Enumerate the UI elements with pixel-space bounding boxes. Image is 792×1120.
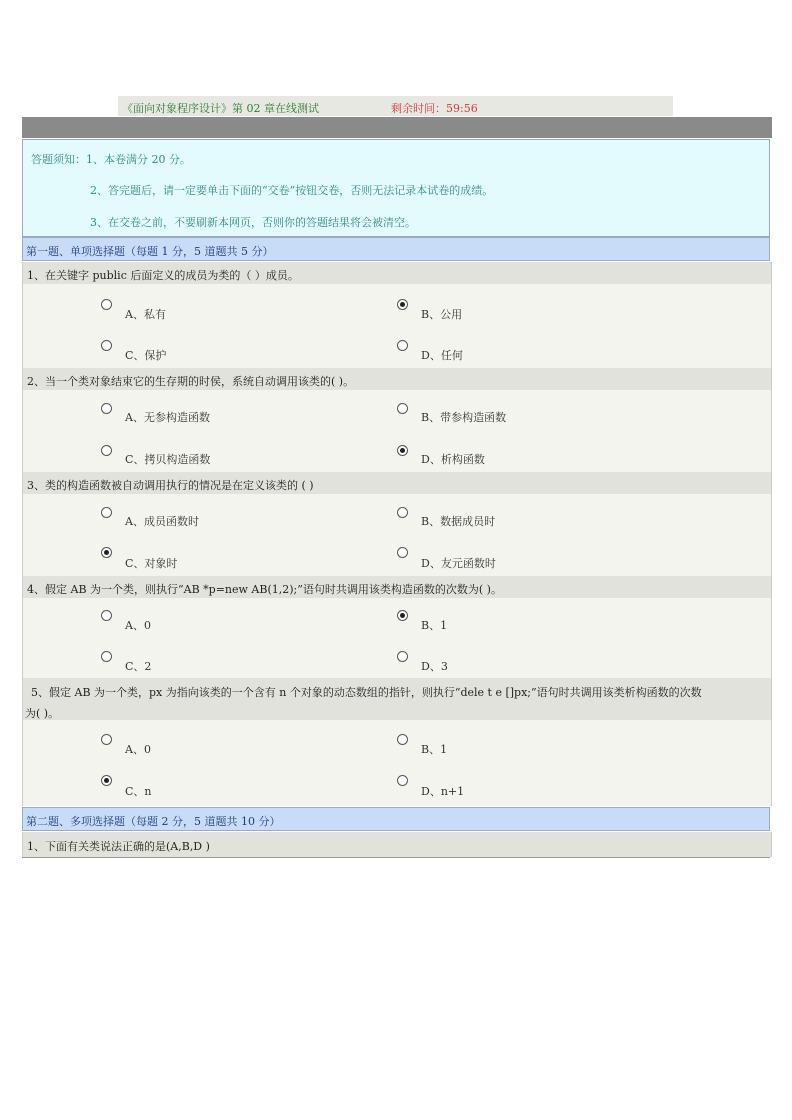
option-b-label: B、带参构造函数: [421, 411, 507, 424]
radio-d[interactable]: [397, 340, 408, 351]
radio-c[interactable]: [101, 340, 112, 351]
option-d-label: D、析构函数: [421, 453, 485, 466]
option-a-label: A、无参构造函数: [125, 411, 210, 424]
radio-d[interactable]: [397, 651, 408, 662]
radio-d[interactable]: [397, 445, 408, 456]
option-d-label: D、n+1: [421, 785, 465, 798]
multi-question-1: [22, 832, 772, 857]
question-3: [22, 472, 772, 494]
question-1-options: [22, 284, 772, 368]
question-text: 4、假定 AB 为一个类，则执行“AB *p=new AB(1,2);”语句时共调用该类构造函数的次数为( )。: [27, 583, 502, 596]
radio-a[interactable]: [101, 299, 112, 310]
option-d-label: D、友元函数时: [421, 557, 496, 570]
radio-d[interactable]: [397, 775, 408, 786]
question-2-options: [22, 390, 772, 472]
question-text: 3、类的构造函数被自动调用执行的情况是在定义该类的 ( ): [27, 479, 314, 492]
question-2: [22, 368, 772, 390]
radio-c[interactable]: [101, 775, 112, 786]
question-text-line-1: 5、假定 AB 为一个类，px 为指向该类的一个含有 n 个对象的动态数组的指针，则执行“dele t e []px;”语句时共调用该类析构函数的次数: [31, 686, 702, 699]
option-c-label: C、对象时: [125, 557, 178, 570]
option-c-label: C、n: [125, 785, 152, 798]
option-b-label: B、1: [421, 619, 448, 632]
option-d-label: D、3: [421, 660, 448, 673]
radio-d[interactable]: [397, 547, 408, 558]
notice-line-1: 答题须知：1、本卷满分 20 分。: [31, 153, 191, 166]
notice-box: [22, 139, 770, 237]
radio-c[interactable]: [101, 651, 112, 662]
question-text: 1、在关键字 public 后面定义的成员为类的（ ）成员。: [27, 269, 299, 282]
radio-a[interactable]: [101, 403, 112, 414]
option-b-label: B、1: [421, 743, 448, 756]
option-b-label: B、数据成员时: [421, 515, 496, 528]
question-4: [22, 576, 772, 598]
toolbar-bar: [22, 117, 772, 138]
notice-line-3: 3、在交卷之前，不要刷新本网页，否则你的答题结果将会被清空。: [90, 216, 416, 229]
option-b-label: B、公用: [421, 308, 463, 321]
question-text: 2、当一个类对象结束它的生存期的时侯，系统自动调用该类的( )。: [27, 375, 355, 388]
question-text-line-2: 为( )。: [25, 707, 60, 720]
option-d-label: D、任何: [421, 349, 463, 362]
option-a-label: A、私有: [125, 308, 166, 321]
timer-label: 剩余时间：59:56: [391, 102, 478, 115]
question-5: [22, 678, 772, 720]
radio-b[interactable]: [397, 299, 408, 310]
question-3-options: [22, 494, 772, 576]
bottom-border: [22, 857, 770, 858]
section-title: 第二题、多项选择题（每题 2 分，5 道题共 10 分）: [26, 815, 281, 828]
radio-a[interactable]: [101, 507, 112, 518]
section-single-choice: [22, 237, 770, 261]
option-a-label: A、0: [125, 743, 151, 756]
option-c-label: C、2: [125, 660, 152, 673]
radio-c[interactable]: [101, 445, 112, 456]
section-multiple-choice: [22, 807, 770, 831]
option-c-label: C、保护: [125, 349, 167, 362]
option-a-label: A、0: [125, 619, 151, 632]
question-4-options: [22, 598, 772, 678]
radio-a[interactable]: [101, 610, 112, 621]
question-5-options: [22, 720, 772, 806]
option-c-label: C、拷贝构造函数: [125, 453, 211, 466]
radio-b[interactable]: [397, 610, 408, 621]
question-text: 1、下面有关类说法正确的是(A,B,D ): [27, 840, 210, 853]
radio-b[interactable]: [397, 507, 408, 518]
radio-c[interactable]: [101, 547, 112, 558]
section-title: 第一题、单项选择题（每题 1 分，5 道题共 5 分）: [26, 245, 274, 258]
radio-b[interactable]: [397, 403, 408, 414]
title-bar: [118, 96, 673, 116]
option-a-label: A、成员函数时: [125, 515, 199, 528]
quiz-title: 《面向对象程序设计》第 02 章在线测试: [122, 102, 319, 115]
radio-a[interactable]: [101, 734, 112, 745]
radio-b[interactable]: [397, 734, 408, 745]
question-1: [22, 262, 772, 284]
notice-line-2: 2、答完题后，请一定要单击下面的“交卷”按钮交卷，否则无法记录本试卷的成绩。: [90, 184, 494, 197]
